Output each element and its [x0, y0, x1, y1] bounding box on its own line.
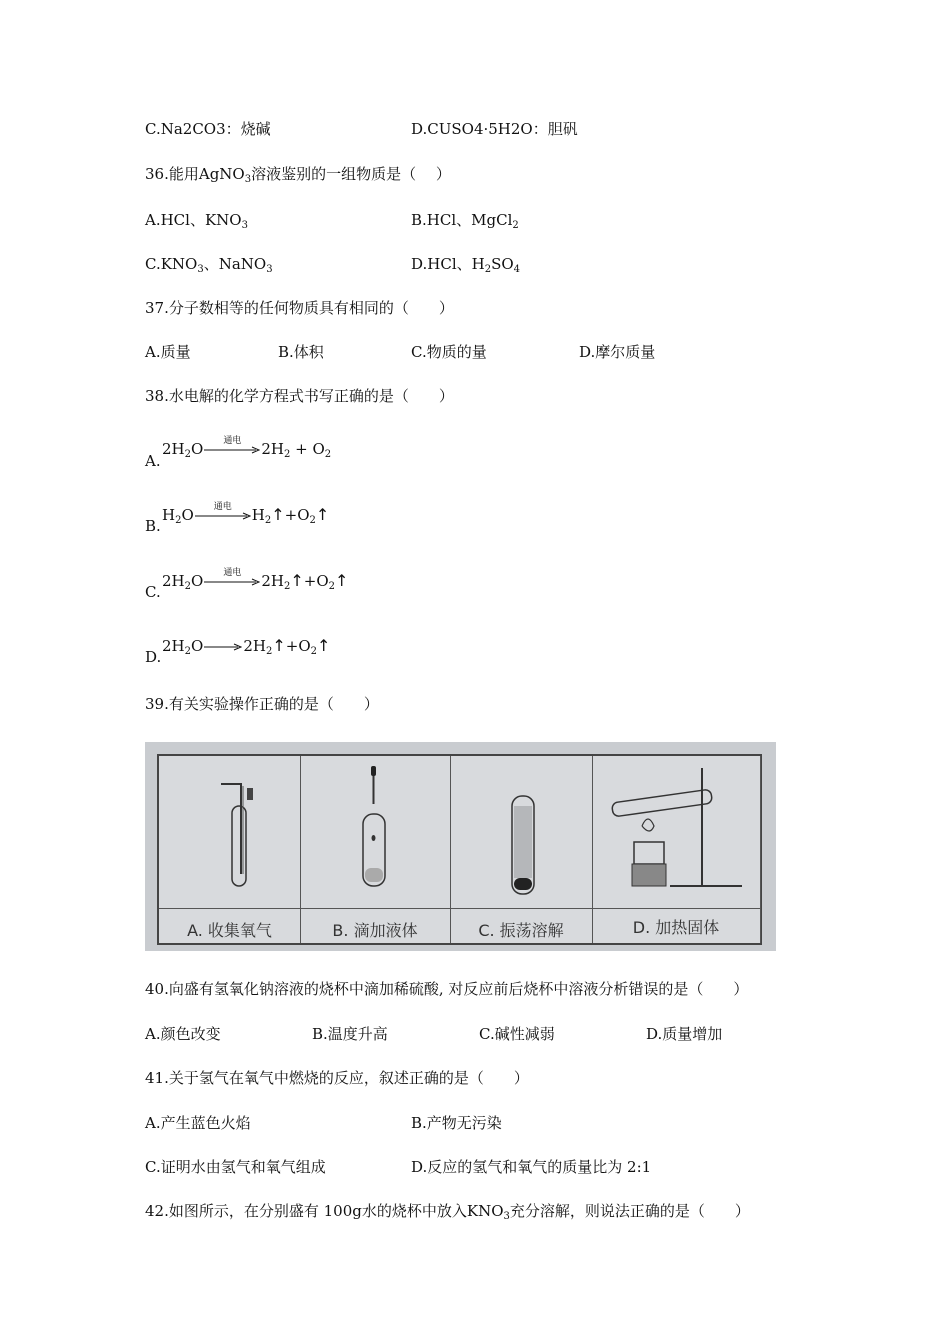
element-o: O [191, 440, 204, 458]
element-o: O [312, 440, 325, 458]
plus: + [284, 506, 298, 524]
element-h: H [171, 572, 185, 590]
coef: 2 [261, 572, 271, 590]
q36-option-a [145, 210, 248, 230]
sub: 2 [184, 449, 192, 460]
sub: 2 [264, 515, 272, 526]
q37-option-b: B.体积 [278, 343, 324, 361]
q36-option-b [411, 210, 519, 230]
gas-arrow-icon: ↑ [271, 505, 285, 524]
q38-a-label: A. [145, 452, 161, 470]
q40-option-a: A.颜色改变 [145, 1025, 221, 1043]
collect-oxygen-illustration [159, 756, 300, 906]
coef: 2 [162, 572, 172, 590]
q39-caption-row [159, 908, 760, 944]
gas-arrow-icon: ↑ [335, 571, 349, 590]
q38-b-formula [162, 502, 330, 526]
coef: 2 [162, 637, 172, 655]
element-o: O [297, 506, 310, 524]
q37-option-c: C.物质的量 [411, 343, 487, 361]
q39-figure-table [157, 754, 762, 945]
q39-figure-photo [145, 742, 776, 951]
arrow-condition: 通电 [223, 436, 242, 446]
element-h: H [270, 572, 284, 590]
q36-c-text: C.KNO [145, 255, 198, 273]
sub: 2 [283, 449, 291, 460]
sub: 2 [184, 581, 192, 592]
q36-c-text-mid: 、NaNO [203, 255, 267, 273]
q38-d-formula [162, 636, 330, 657]
q36-a-text: A.HCl、KNO [145, 211, 242, 229]
q39-caption-d: D. 加热固体 [632, 918, 720, 937]
q38-a-formula [162, 436, 332, 460]
element-h: H [162, 506, 176, 524]
q39-caption-b: B. 滴加液体 [332, 921, 418, 940]
q39-caption-a: A. 收集氧气 [187, 921, 272, 940]
coef: 2 [261, 440, 271, 458]
sub: 2 [309, 515, 316, 526]
q36-d-text-mid: SO [491, 255, 514, 273]
shake-dissolve-illustration [450, 756, 592, 906]
q35-option-d: D.CUSO4·5H2O：胆矾 [411, 120, 578, 138]
plus: + [303, 572, 317, 590]
element-o: O [191, 637, 204, 655]
q41-option-c: C.证明水由氢气和氧气组成 [145, 1158, 326, 1176]
gas-arrow-icon: ↑ [315, 505, 330, 524]
q38-c-formula [162, 568, 349, 592]
element-h: H [270, 440, 284, 458]
q36-b-text: B.HCl、MgCl [411, 211, 513, 229]
q36-d-sub2: 4 [513, 264, 521, 275]
q36-c-sub1: 3 [197, 264, 204, 275]
q35-option-c: C.Na2CO3：烧碱 [145, 120, 271, 138]
q42-stem-subscript: 3 [503, 1211, 510, 1222]
add-liquid-illustration [300, 756, 450, 906]
q41-option-a: A.产生蓝色火焰 [145, 1114, 251, 1132]
reaction-arrow [204, 568, 260, 592]
q38-b-label: B. [145, 517, 161, 535]
q36-option-c [145, 254, 273, 274]
q42-stem [145, 1201, 750, 1221]
arrow-condition: 通电 [213, 502, 232, 512]
q36-c-sub2: 3 [266, 264, 273, 275]
q41-stem: 41.关于氢气在氧气中燃烧的反应，叙述正确的是（ ） [145, 1069, 529, 1087]
q40-option-d: D.质量增加 [646, 1025, 723, 1043]
q36-option-d [411, 254, 520, 274]
q38-c-label: C. [145, 583, 161, 601]
q37-option-a: A.质量 [145, 343, 191, 361]
q40-option-b: B.温度升高 [312, 1025, 388, 1043]
element-h: H [171, 440, 185, 458]
sub: 2 [310, 646, 318, 657]
reaction-arrow [195, 502, 251, 526]
element-o: O [316, 572, 329, 590]
q36-stem-subscript: 3 [244, 174, 252, 185]
sub: 2 [283, 581, 291, 592]
gas-arrow-icon: ↑ [317, 636, 331, 655]
reaction-arrow [204, 436, 260, 460]
q40-option-c: C.碱性减弱 [479, 1025, 555, 1043]
gas-arrow-icon: ↑ [290, 571, 304, 590]
q36-b-sub: 2 [512, 220, 519, 231]
q37-option-d: D.摩尔质量 [579, 343, 656, 361]
sub: 2 [265, 646, 273, 657]
q37-stem: 37.分子数相等的任何物质具有相同的（ ） [145, 299, 454, 317]
sub: 2 [324, 449, 332, 460]
element-o: O [298, 637, 311, 655]
plus: + [290, 440, 313, 458]
q41-option-b: B.产物无污染 [411, 1114, 502, 1132]
q36-stem [145, 164, 451, 184]
sub: 2 [175, 515, 182, 526]
q41-option-d: D.反应的氢气和氧气的质量比为 2:1 [411, 1158, 652, 1176]
arrow-condition: 通电 [223, 568, 242, 578]
gas-arrow-icon: ↑ [272, 636, 286, 655]
q36-stem-text-end: 溶液鉴别的一组物质是（ ） [251, 165, 451, 183]
sub: 2 [328, 581, 336, 592]
q38-d-label: D. [145, 648, 162, 666]
element-o: O [191, 572, 204, 590]
q39-caption-c: C. 振荡溶解 [478, 921, 564, 940]
q39-stem: 39.有关实验操作正确的是（ ） [145, 695, 379, 713]
reaction-arrow [204, 637, 242, 657]
element-h: H [171, 637, 185, 655]
q36-a-sub: 3 [241, 220, 248, 231]
q42-stem-text: 42.如图所示，在分别盛有 100g水的烧杯中放入KNO [145, 1202, 504, 1220]
coef: 2 [162, 440, 172, 458]
q40-stem: 40.向盛有氢氧化钠溶液的烧杯中滴加稀硫酸, 对反应前后烧杯中溶液分析错误的是（ ） [145, 980, 749, 998]
q36-d-text: D.HCl、H [411, 255, 485, 273]
plus: + [285, 637, 299, 655]
coef: 2 [243, 637, 253, 655]
sub: 2 [184, 646, 192, 657]
element-o: O [181, 506, 194, 524]
q42-stem-text-end: 充分溶解，则说法正确的是（ ） [509, 1202, 750, 1220]
q36-stem-text: 36.能用AgNO [145, 165, 245, 183]
element-h: H [252, 637, 266, 655]
q36-d-sub1: 2 [484, 264, 492, 275]
q38-stem: 38.水电解的化学方程式书写正确的是（ ） [145, 387, 454, 405]
heat-solid-illustration [592, 756, 760, 906]
element-h: H [251, 506, 265, 524]
